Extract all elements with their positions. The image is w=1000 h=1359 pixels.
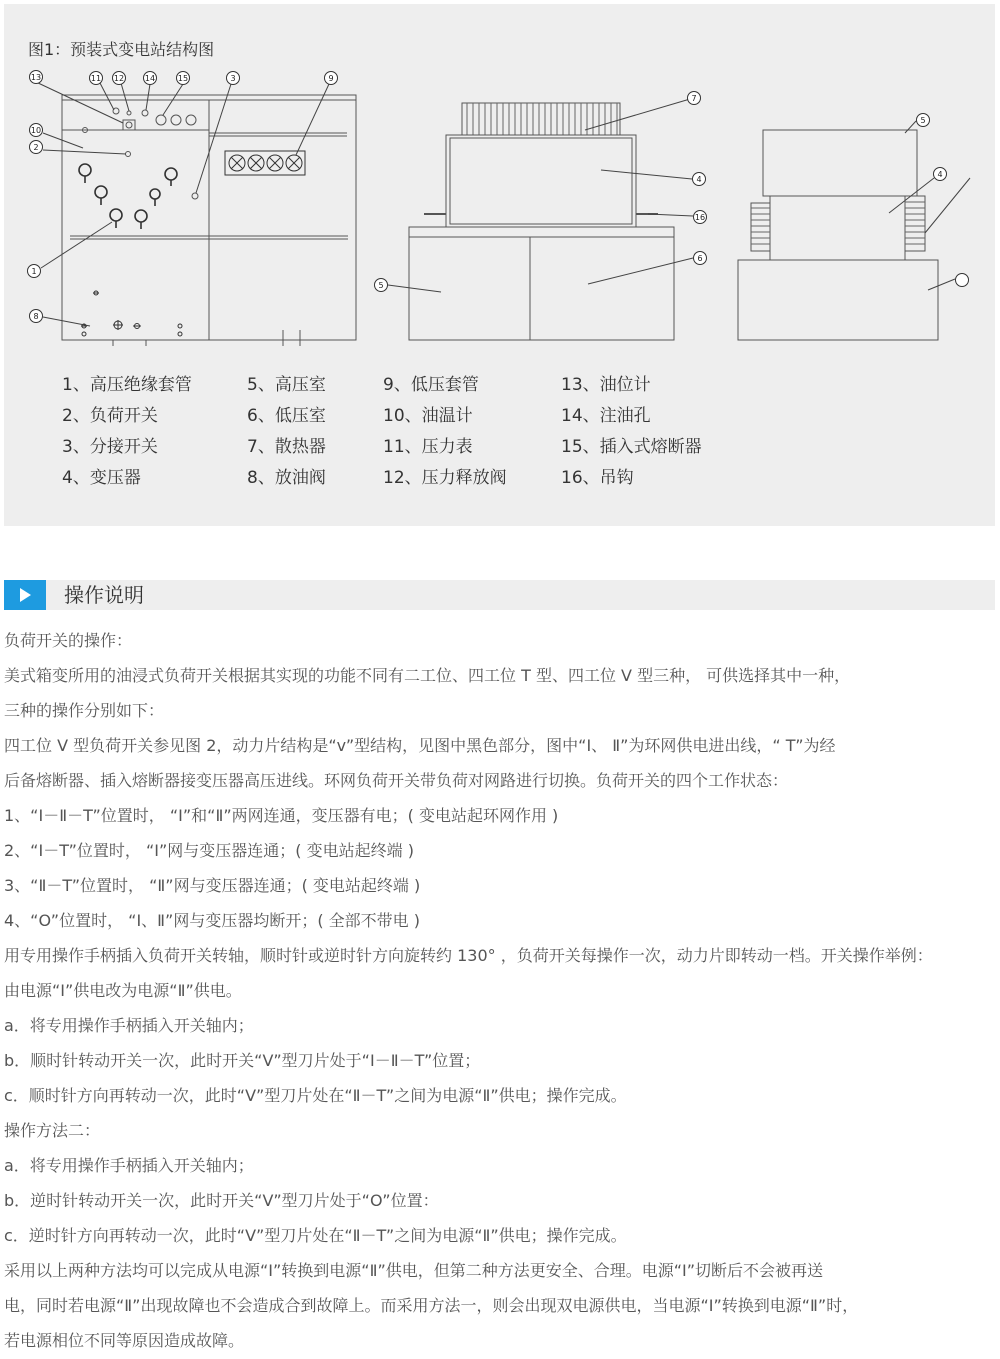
paragraph: 负荷开关的操作： bbox=[4, 631, 133, 650]
legend-item: 10、油温计 bbox=[383, 406, 473, 426]
callout-label: 11 bbox=[90, 74, 102, 83]
legend-item: 1、高压绝缘套管 bbox=[62, 375, 192, 395]
legend-item: 2、负荷开关 bbox=[62, 406, 158, 426]
callout-label: 12 bbox=[113, 74, 125, 83]
paragraph: 美式箱变所用的油浸式负荷开关根据其实现的功能不同有二工位、四工位 T 型、四工位 V 型三种， 可供选择其中一种， bbox=[4, 666, 851, 685]
legend-item: 16、吊钩 bbox=[561, 468, 634, 488]
paragraph: 电，同时若电源“Ⅱ”出现故障也不会造成合到故障上。而采用方法一，则会出现双电源供电，当电源“Ⅰ”转换到电源“Ⅱ”时， bbox=[4, 1296, 859, 1315]
callout-label: 5 bbox=[378, 281, 384, 290]
paragraph: b．逆时针转动开关一次，此时开关“V”型刀片处于“O”位置： bbox=[4, 1191, 439, 1210]
paragraph: 四工位 V 型负荷开关参见图 2，动力片结构是“v”型结构，见图中黑色部分，图中“Ⅰ、 Ⅱ”为环网供电进出线，“ T”为经 bbox=[4, 736, 836, 755]
paragraph: 若电源相位不同等原因造成故障。 bbox=[4, 1331, 245, 1350]
legend-item: 5、高压室 bbox=[247, 375, 326, 395]
callout-label: 4 bbox=[696, 175, 702, 184]
paragraph: 1、“Ⅰ－Ⅱ－T”位置时， “Ⅰ”和“Ⅱ”两网连通，变压器有电；( 变电站起环网作用 ) bbox=[4, 806, 559, 825]
paragraph: 三种的操作分别如下： bbox=[4, 701, 165, 720]
side-view bbox=[409, 103, 674, 340]
figure-caption: 图1：预装式变电站结构图 bbox=[28, 40, 215, 59]
callout-label: 13 bbox=[30, 73, 42, 82]
legend-item: 9、低压套管 bbox=[383, 375, 479, 395]
paragraph: 4、“O”位置时， “Ⅰ、Ⅱ”网与变压器均断开；( 全部不带电 ) bbox=[4, 911, 420, 930]
legend-column bbox=[247, 373, 326, 497]
paragraph: a．将专用操作手柄插入开关轴内； bbox=[4, 1016, 254, 1035]
legend-item: 15、插入式熔断器 bbox=[561, 437, 702, 457]
callout-label: 2 bbox=[33, 143, 39, 152]
paragraph: c．逆时针方向再转动一次，此时“V”型刀片处在“Ⅱ－T”之间为电源“Ⅱ”供电；操作完成。 bbox=[4, 1226, 627, 1245]
paragraph: a．将专用操作手柄插入开关轴内； bbox=[4, 1156, 254, 1175]
paragraph: b．顺时针转动开关一次，此时开关“V”型刀片处于“Ⅰ－Ⅱ－T”位置； bbox=[4, 1051, 481, 1070]
callout-label: 8 bbox=[33, 312, 39, 321]
legend-item: 12、压力释放阀 bbox=[383, 468, 507, 488]
paragraph: 后备熔断器、插入熔断器接变压器高压进线。环网负荷开关带负荷对网路进行切换。负荷开关的四个工作状态： bbox=[4, 771, 789, 790]
legend-item: 3、分接开关 bbox=[62, 437, 158, 457]
legend-item: 13、油位计 bbox=[561, 375, 651, 395]
paragraph: 用专用操作手柄插入负荷开关转轴，顺时针或逆时针方向旋转约 130° ，负荷开关每操作一次，动力片即转动一档。开关操作举例： bbox=[4, 946, 933, 965]
paragraph: c．顺时针方向再转动一次，此时“V”型刀片处在“Ⅱ－T”之间为电源“Ⅱ”供电；操作完成。 bbox=[4, 1086, 627, 1105]
callout-label: 14 bbox=[144, 74, 156, 83]
legend-column bbox=[383, 373, 507, 497]
end-view bbox=[738, 130, 938, 340]
legend-column bbox=[62, 373, 192, 497]
callout-label: 15 bbox=[177, 74, 189, 83]
paragraph: 2、“Ⅰ－T”位置时， “Ⅰ”网与变压器连通；( 变电站起终端 ) bbox=[4, 841, 414, 860]
play-arrow-icon bbox=[4, 580, 46, 610]
legend-item: 4、变压器 bbox=[62, 468, 141, 488]
section-title: 操作说明 bbox=[64, 583, 144, 607]
legend-item: 7、散热器 bbox=[247, 437, 326, 457]
instructions-body bbox=[4, 623, 998, 1358]
callout-label: 3 bbox=[230, 74, 236, 83]
legend-item: 11、压力表 bbox=[383, 437, 473, 457]
paragraph: 采用以上两种方法均可以完成从电源“Ⅰ”转换到电源“Ⅱ”供电，但第二种方法更安全、合理。电源“Ⅰ”切断后不会被再送 bbox=[4, 1261, 824, 1280]
legend-column bbox=[561, 373, 702, 497]
callout-label: 1 bbox=[31, 267, 37, 276]
callout-label: 5 bbox=[920, 116, 926, 125]
paragraph: 由电源“Ⅰ”供电改为电源“Ⅱ”供电。 bbox=[4, 981, 242, 1000]
legend-item: 14、注油孔 bbox=[561, 406, 651, 426]
front-view bbox=[62, 95, 356, 346]
callout-label: 10 bbox=[30, 126, 42, 135]
callout-label: 9 bbox=[328, 74, 334, 83]
callout-label: 6 bbox=[697, 254, 703, 263]
legend-item: 8、放油阀 bbox=[247, 468, 326, 488]
callout-label: 7 bbox=[691, 94, 697, 103]
paragraph: 3、“Ⅱ－T”位置时， “Ⅱ”网与变压器连通；( 变电站起终端 ) bbox=[4, 876, 421, 895]
callout-label: 16 bbox=[694, 213, 706, 222]
section-header bbox=[4, 580, 995, 610]
callout-label: 4 bbox=[937, 170, 943, 179]
legend-item: 6、低压室 bbox=[247, 406, 326, 426]
paragraph: 操作方法二： bbox=[4, 1121, 101, 1140]
